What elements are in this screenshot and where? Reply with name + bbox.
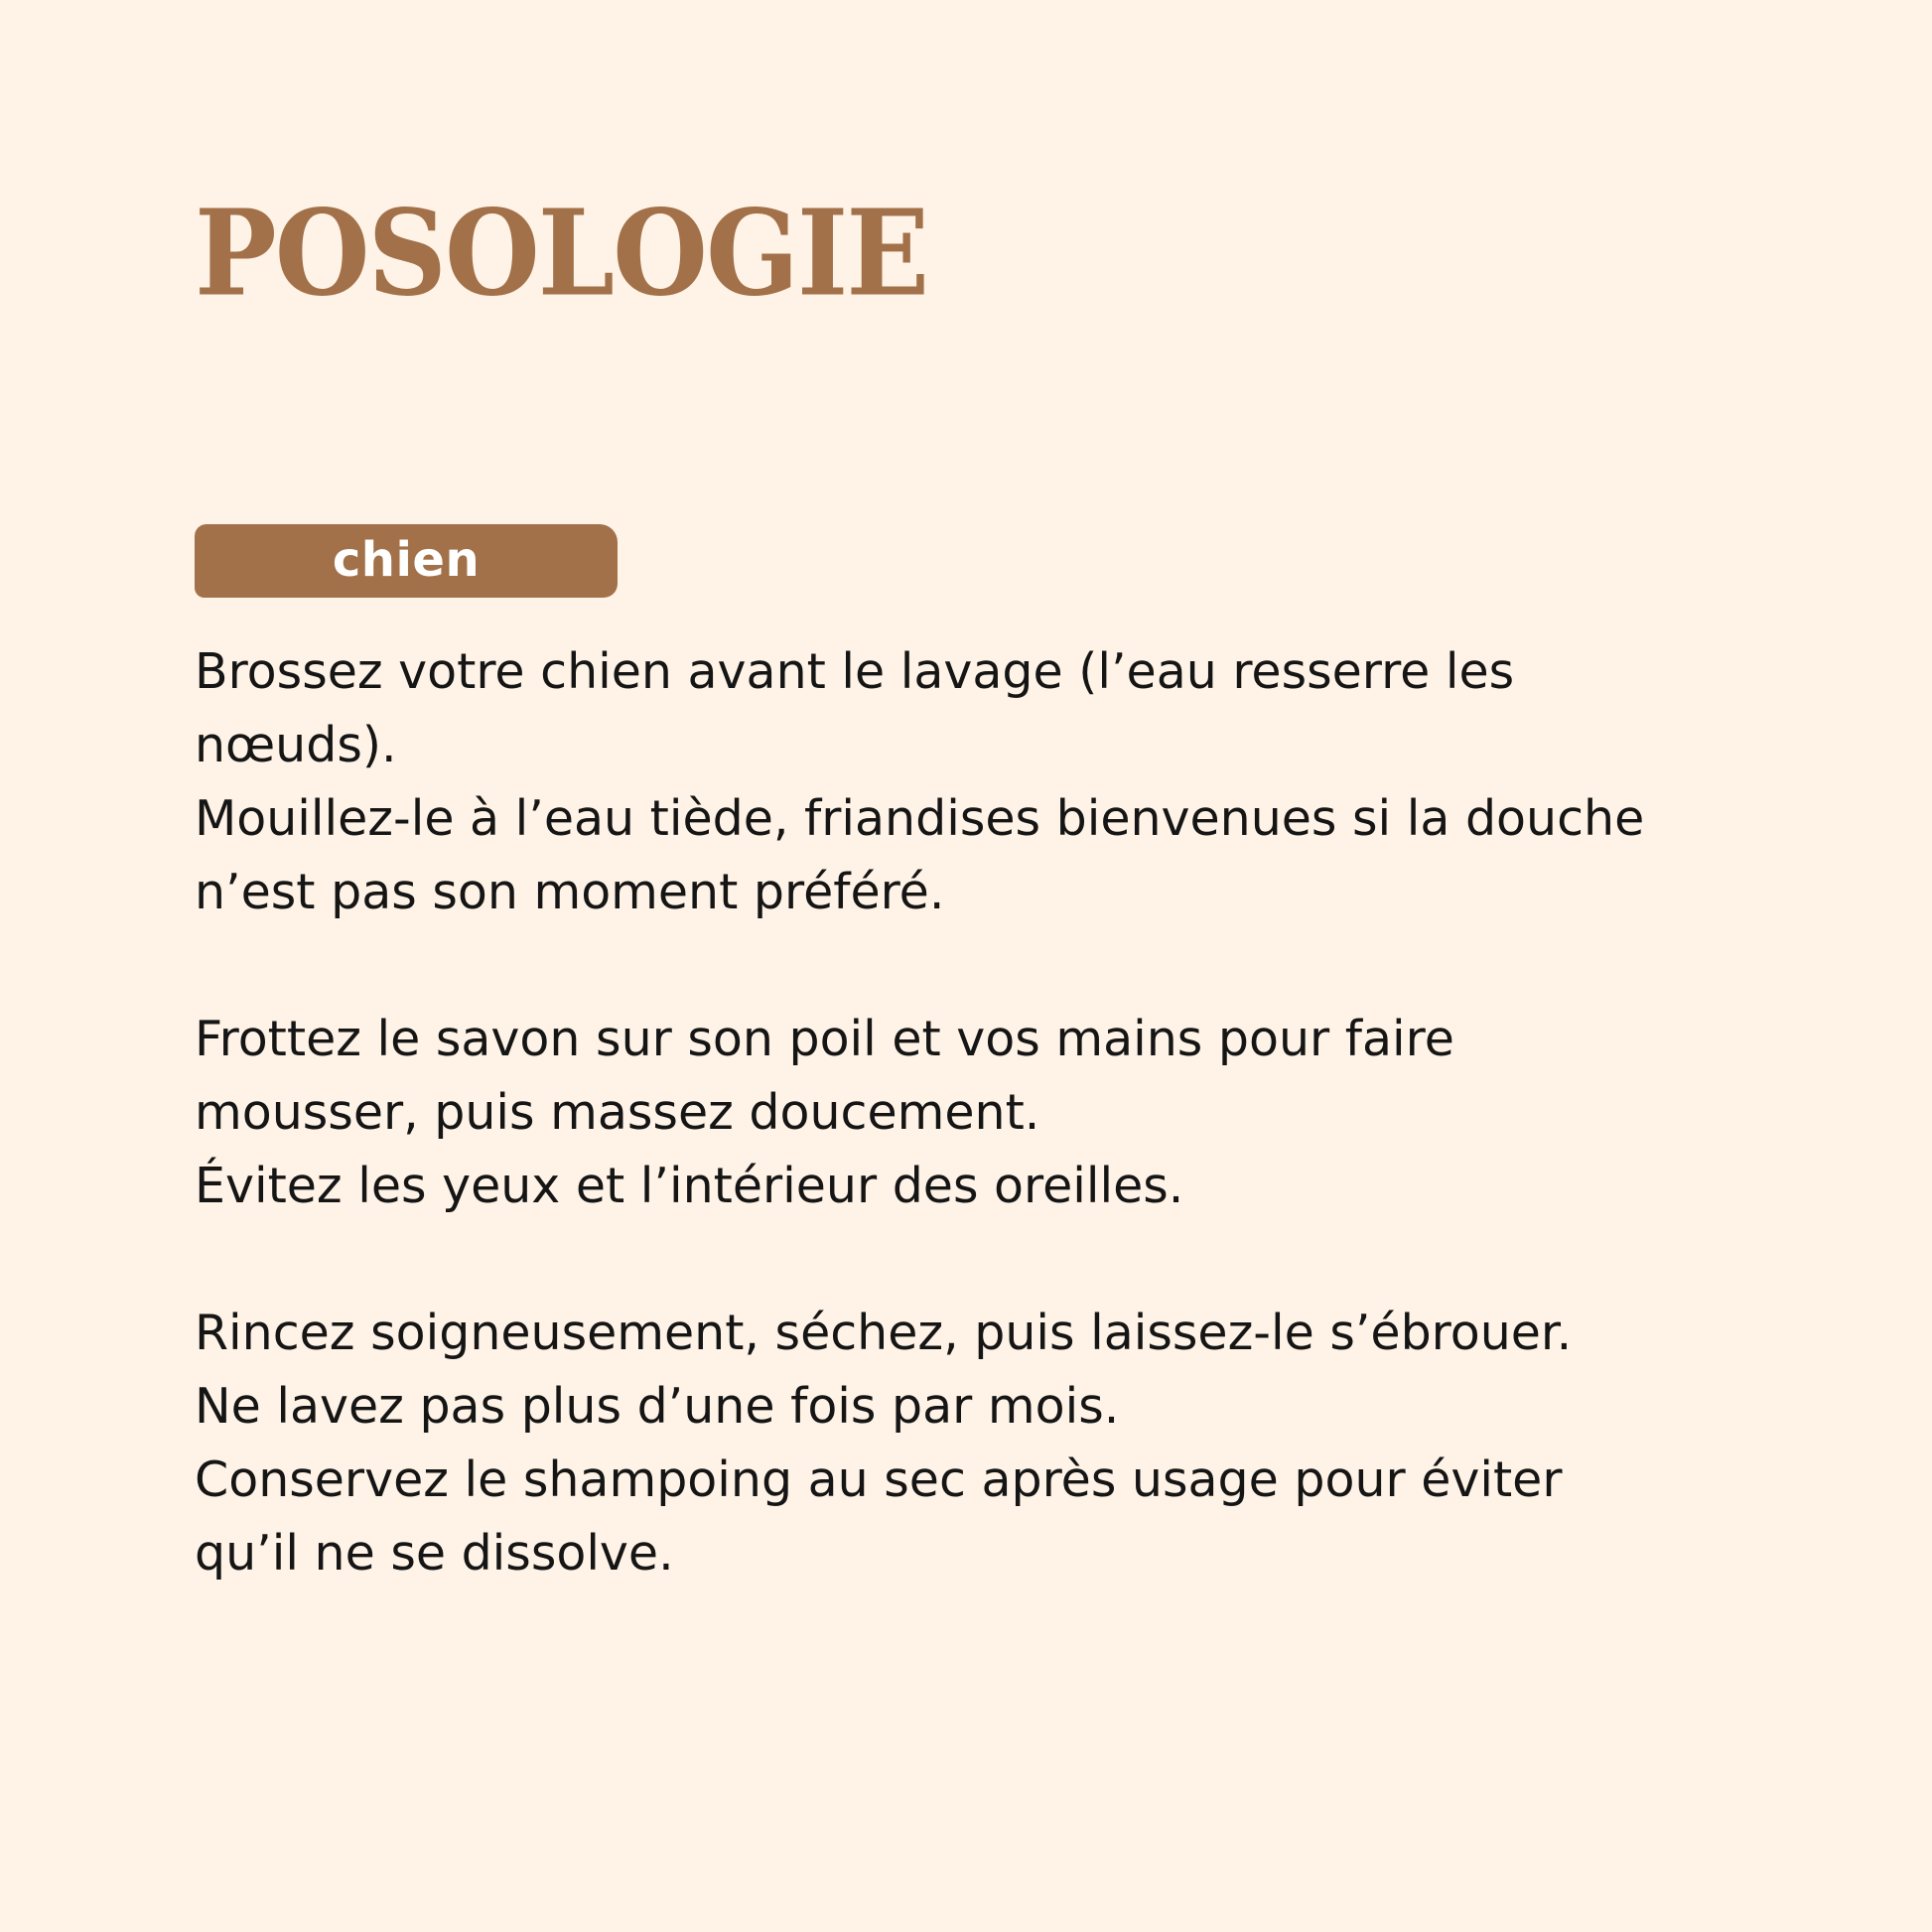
text-line: Rincez soigneusement, séchez, puis laissez-le s’ébrouer.: [195, 1305, 1573, 1361]
instructions-paragraph-3: [195, 1297, 1783, 1590]
category-badge: [195, 524, 618, 598]
text-line: Brossez votre chien avant le lavage (l’eau resserre les: [195, 643, 1515, 700]
text-line: Frottez le savon sur son poil et vos mains pour faire: [195, 1011, 1454, 1067]
text-line: Ne lavez pas plus d’une fois par mois.: [195, 1378, 1120, 1435]
page-title: POSOLOGIE: [195, 184, 928, 323]
text-line: Conservez le shampoing au sec après usage pour éviter: [195, 1451, 1563, 1508]
instructions-paragraph-1: [195, 635, 1783, 929]
instructions: [195, 635, 1783, 1664]
text-line: mousser, puis massez doucement.: [195, 1084, 1040, 1141]
text-line: Évitez les yeux et l’intérieur des oreilles.: [195, 1158, 1184, 1214]
text-line: qu’il ne se dissolve.: [195, 1525, 674, 1582]
instructions-paragraph-2: [195, 1003, 1783, 1223]
text-line: n’est pas son moment préféré.: [195, 864, 945, 920]
text-line: nœuds).: [195, 717, 397, 773]
text-line: Mouillez-le à l’eau tiède, friandises bienvenues si la douche: [195, 790, 1645, 847]
category-badge-label: chien: [332, 532, 481, 588]
